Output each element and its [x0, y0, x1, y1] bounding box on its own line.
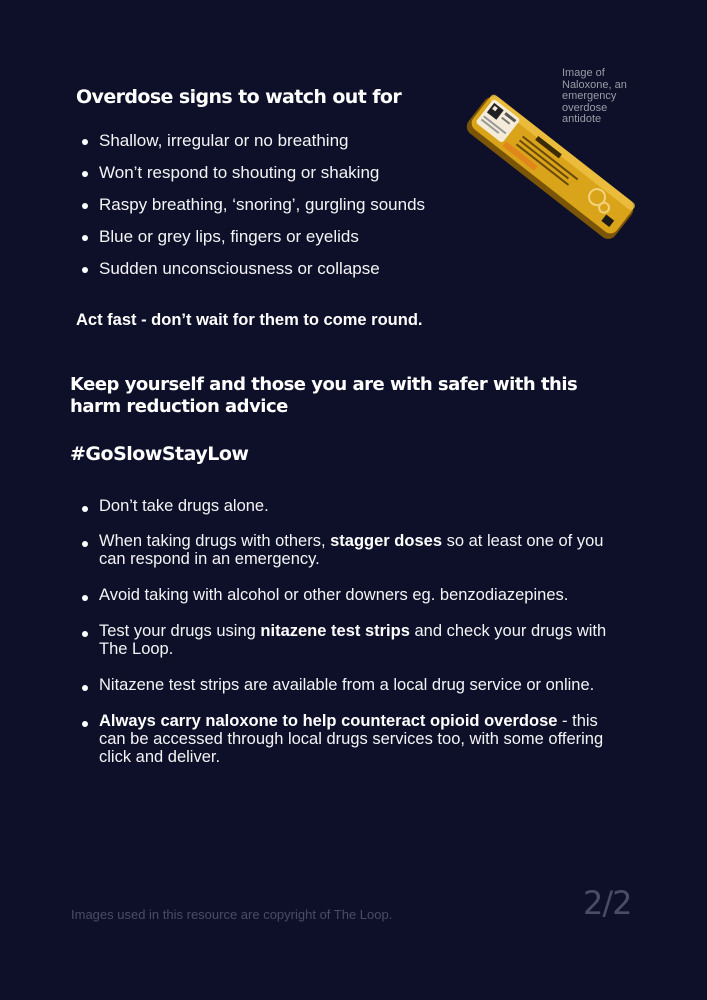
act-fast-note: Act fast - don’t wait for them to come round.	[76, 311, 423, 329]
page-number: 2/2	[583, 884, 632, 922]
overdose-heading: Overdose signs to watch out for	[76, 86, 402, 108]
naloxone-kit-icon	[455, 78, 645, 258]
harm-reduction-heading: Keep yourself and those you are with safer with this harm reduction advice	[70, 374, 578, 417]
list-item: Always carry naloxone to help counteract opioid overdose - this can be accessed through local drugs services too, with some offering click and deliver.	[80, 712, 625, 766]
list-item: Test your drugs using nitazene test strips and check your drugs with The Loop.	[80, 622, 625, 658]
list-item: Don’t take drugs alone.	[80, 497, 625, 515]
image-caption: Image of Naloxone, an emergency overdose antidote	[562, 67, 627, 125]
hashtag: #GoSlowStayLow	[70, 443, 249, 465]
list-item: Shallow, irregular or no breathing	[80, 130, 500, 162]
list-item: Sudden unconsciousness or collapse	[80, 258, 500, 290]
list-item: When taking drugs with others, stagger doses so at least one of you can respond in an emergency.	[80, 532, 625, 568]
overdose-signs-list	[80, 130, 500, 290]
copyright-footer: Images used in this resource are copyright of The Loop.	[71, 907, 393, 922]
list-item: Raspy breathing, ‘snoring’, gurgling sounds	[80, 194, 500, 226]
advice-list	[80, 497, 625, 766]
list-item: Nitazene test strips are available from a local drug service or online.	[80, 676, 625, 694]
list-item: Blue or grey lips, fingers or eyelids	[80, 226, 500, 258]
list-item: Won’t respond to shouting or shaking	[80, 162, 500, 194]
list-item: Avoid taking with alcohol or other downers eg. benzodiazepines.	[80, 586, 625, 604]
